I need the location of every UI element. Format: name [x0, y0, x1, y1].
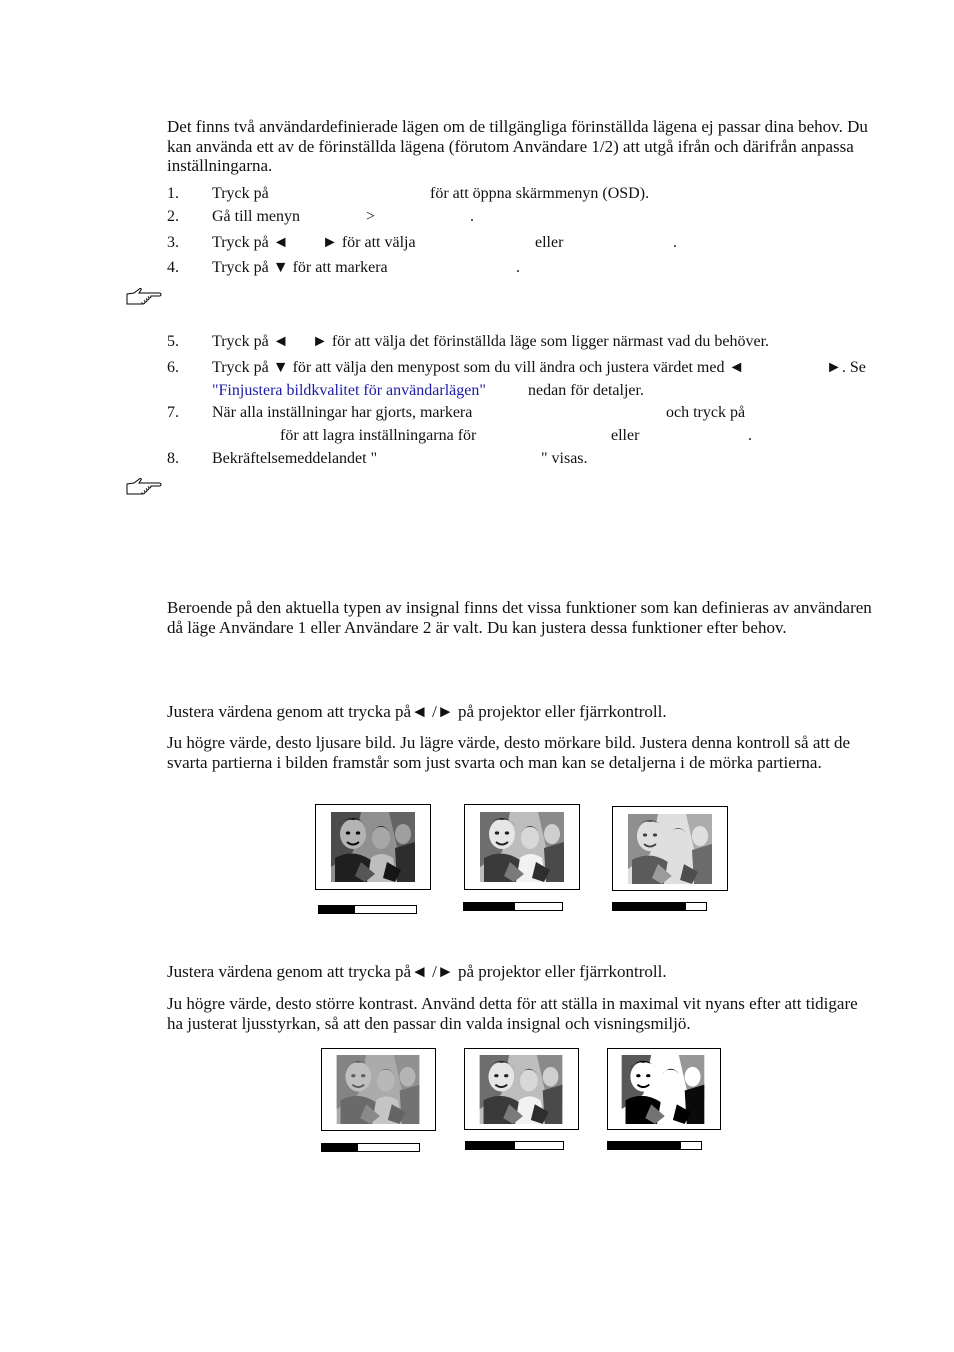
- step-text: Tryck på ◄: [212, 333, 289, 350]
- step-text: ► för att välja det förinställda läge som ligger närmast vad du behöver.: [312, 333, 770, 350]
- step-text: eller: [535, 234, 564, 251]
- contrast-description: Ju högre värde, desto större kontrast. Använd detta för att ställa in maximal vit nyans efter att tidigare ha justerat ljusstyrkan, så att den passar din valda insignal och visningsmiljö.: [167, 994, 858, 1033]
- level-fill: [464, 903, 515, 910]
- step-number: 8.: [167, 450, 179, 467]
- step-text: och tryck på: [666, 404, 746, 421]
- contrast-example-high-image: [621, 1055, 705, 1124]
- contrast-example-mid-image: [479, 1055, 563, 1124]
- brightness-example-high-image: [628, 814, 712, 884]
- step-text: .: [516, 259, 520, 276]
- left-arrow-icon: ◄: [411, 962, 428, 981]
- brightness-adjust-line: [167, 702, 873, 722]
- step-number: 5.: [167, 333, 179, 350]
- contrast-level-bar-high: [607, 1141, 702, 1150]
- adjust-text: Justera värdena genom att trycka på: [167, 962, 412, 981]
- brightness-example-mid-image: [480, 812, 564, 882]
- step-text: eller: [611, 427, 640, 444]
- level-fill: [466, 1142, 515, 1149]
- step-number: 7.: [167, 404, 179, 421]
- contrast-example-low-image: [336, 1055, 420, 1124]
- step-text: nedan för detaljer.: [528, 382, 644, 399]
- step-text: .: [748, 427, 752, 444]
- step-text: När alla inställningar har gjorts, markera: [212, 404, 473, 421]
- left-arrow-icon: ◄: [411, 702, 428, 721]
- adjust-text: på projektor eller fjärrkontroll.: [457, 702, 667, 721]
- fine-tune-link[interactable]: "Finjustera bildkvalitet för användarlägen": [212, 382, 486, 399]
- step-text: för att öppna skärmmenyn (OSD).: [430, 185, 650, 202]
- step-text: ►. Se: [826, 359, 866, 376]
- step-number: 2.: [167, 208, 179, 225]
- step-text: Tryck på ◄: [212, 234, 289, 251]
- contrast-adjust-line: [167, 962, 873, 982]
- step-number: 3.: [167, 234, 179, 251]
- step-text: för att lagra inställningarna för: [280, 427, 477, 444]
- note-hand-icon: [124, 477, 162, 497]
- step-number: 4.: [167, 259, 179, 276]
- brightness-level-bar-mid: [463, 902, 563, 911]
- brightness-level-bar-high: [612, 902, 707, 911]
- contrast-level-bar-low: [321, 1143, 420, 1152]
- level-fill: [608, 1142, 681, 1149]
- level-fill: [613, 903, 686, 910]
- brightness-example-low-image: [331, 812, 415, 882]
- step-number: 1.: [167, 185, 179, 202]
- step-text: Tryck på: [212, 185, 269, 202]
- note-hand-icon: [124, 287, 162, 307]
- slash: /: [432, 962, 437, 981]
- intro-paragraph: Det finns två användardefinierade lägen om de tillgängliga förinställda lägena ej passar dina behov. Du kan använda ett av de förinställda lägena (förutom Användare 1/2) att utgå ifrån och därifrån anpassa inställningarna.: [167, 117, 868, 175]
- section-intro-paragraph: Beroende på den aktuella typen av insignal finns det vissa funktioner som kan definieras av användaren då läge Användare 1 eller Användare 2 är valt. Du kan justera dessa funktioner efter behov.: [167, 598, 872, 637]
- adjust-text: på projektor eller fjärrkontroll.: [457, 962, 667, 981]
- step-text: .: [673, 234, 677, 251]
- right-arrow-icon: ►: [436, 962, 454, 981]
- adjust-text: Justera värdena genom att trycka på: [167, 702, 412, 721]
- step-text: Tryck på ▼ för att välja den menypost som du vill ändra och justera värdet med ◄: [212, 359, 745, 376]
- step-text: Bekräftelsemeddelandet ": [212, 450, 378, 467]
- slash: /: [432, 702, 437, 721]
- brightness-level-bar-low: [318, 905, 417, 914]
- step-text: " visas.: [541, 450, 588, 467]
- step-text: Gå till menyn: [212, 208, 300, 225]
- step-number: 6.: [167, 359, 179, 376]
- step-text: >: [366, 208, 376, 225]
- step-text: Tryck på ▼ för att markera: [212, 259, 388, 276]
- step-text: ► för att välja: [322, 234, 416, 251]
- right-arrow-icon: ►: [436, 702, 454, 721]
- step-text: .: [470, 208, 474, 225]
- level-fill: [319, 906, 355, 913]
- contrast-level-bar-mid: [465, 1141, 564, 1150]
- level-fill: [322, 1144, 358, 1151]
- brightness-description: Ju högre värde, desto ljusare bild. Ju lägre värde, desto mörkare bild. Justera denna kontroll så att de svarta partierna i bilden framstår som just svarta och man kan se detaljerna i de mörka partierna.: [167, 733, 851, 772]
